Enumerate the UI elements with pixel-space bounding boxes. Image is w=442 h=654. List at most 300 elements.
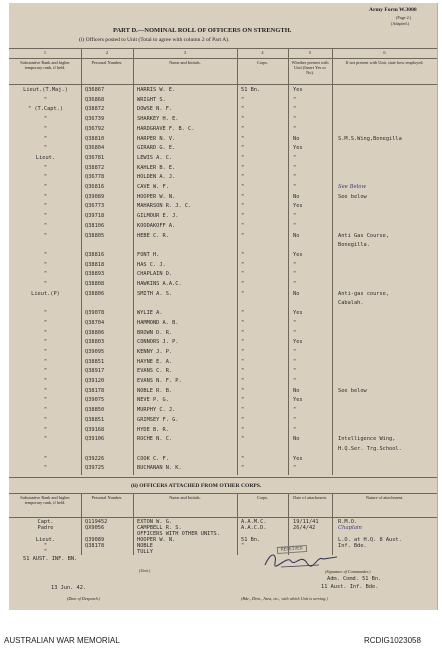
name-cell: CONNORS J. P.	[137, 339, 179, 346]
table-row	[9, 396, 437, 404]
rank-cell: "	[43, 174, 48, 181]
name-cell: HAYNE E. A.	[137, 358, 173, 365]
personal-number-cell: Q36816	[85, 184, 105, 190]
present-cell: "	[293, 426, 297, 433]
name-cell: KOODAKOFF A.	[137, 222, 176, 229]
table-row	[9, 144, 437, 152]
name-cell: GILMOUR E. J.	[137, 213, 179, 220]
name-cell: SMITH A. S.	[137, 290, 173, 297]
corps-cell: "	[241, 290, 245, 297]
corps-cell: "	[241, 281, 245, 287]
despatch-date-label: (Date of Despatch.)	[67, 596, 101, 601]
corps-cell: "	[241, 465, 245, 472]
personal-number-cell: QX9056	[85, 525, 105, 531]
personal-number-cell: Q38178	[85, 543, 105, 549]
corps-cell: A.A.M.C.	[241, 519, 267, 525]
column-header: Whether present with Unit (Insert Yes or No).	[291, 60, 329, 75]
name-cell: HYDE B. R.	[137, 426, 169, 433]
rank-cell: "	[43, 465, 48, 472]
personal-number-cell: Q38872	[85, 106, 105, 113]
table-row	[9, 173, 437, 181]
employment-note-cell: Cabalah.	[338, 300, 364, 307]
commander-title: Adm. Comd. 51 Bn.	[327, 576, 382, 582]
rank-cell: "	[43, 368, 48, 375]
present-cell: Yes	[293, 203, 303, 210]
rank-cell: "	[43, 319, 48, 326]
present-cell: Yes	[293, 251, 303, 258]
rank-cell: Lieut.	[35, 537, 56, 543]
column-header: If not present with Unit, state how employed.	[345, 60, 424, 65]
personal-number-cell: Q38872	[85, 164, 105, 171]
rank-cell: "	[43, 455, 48, 462]
table-row	[9, 193, 437, 201]
personal-number-cell: Q38704	[85, 319, 105, 326]
personal-number-cell: Q36778	[85, 174, 105, 181]
personal-number-cell: Q38803	[85, 339, 105, 346]
corps-cell: "	[241, 203, 245, 210]
rank-cell: "	[43, 251, 48, 258]
table-row	[9, 86, 437, 94]
present-cell: No	[293, 193, 300, 200]
corps-cell: "	[241, 135, 245, 142]
personal-number-cell: Q38818	[85, 261, 105, 268]
personal-number-cell: Q38851	[85, 358, 105, 365]
table-row	[9, 270, 437, 278]
rank-cell: Padre	[37, 525, 54, 531]
name-cell: COOK C. F.	[137, 455, 169, 462]
rank-cell: "	[43, 193, 48, 200]
personal-number-cell: Q38806	[85, 329, 105, 336]
table-row	[9, 280, 437, 288]
personal-number-cell: Q38893	[85, 271, 105, 278]
table-row	[9, 232, 437, 240]
corps-cell: "	[241, 407, 245, 414]
present-cell: "	[293, 174, 297, 181]
name-cell: DOWSE N. F.	[137, 106, 173, 113]
table-row	[9, 387, 437, 395]
rank-cell: "	[43, 271, 48, 278]
attachment-date-cell: 19/11/41	[293, 519, 319, 525]
corps-cell: "	[241, 145, 245, 152]
present-cell: "	[293, 281, 297, 287]
corps-cell: "	[241, 416, 245, 423]
employment-note-cell: See below	[338, 387, 367, 394]
employment-note-cell: Bonegilla.	[338, 242, 370, 249]
personal-number-cell: Q38850	[85, 407, 105, 414]
personal-number-cell: Q36867	[85, 87, 105, 93]
personal-number-cell: Q36804	[85, 145, 105, 152]
present-cell: Yes	[293, 310, 303, 317]
rank-cell: "	[43, 426, 48, 433]
corps-cell: "	[241, 164, 245, 171]
corps-cell: "	[241, 222, 245, 229]
rank-cell: "	[43, 281, 48, 287]
name-cell: HOLDEN A. J.	[137, 174, 176, 181]
name-cell: CAVE W. F.	[137, 184, 169, 190]
corps-cell: 51 Bn.	[241, 87, 261, 93]
attachment-date-cell: 26/4/42	[293, 525, 316, 531]
present-cell: "	[293, 348, 297, 355]
corps-cell: "	[241, 436, 245, 443]
corps-cell: "	[241, 193, 245, 200]
rank-cell: "	[43, 358, 48, 365]
table-row	[9, 135, 437, 143]
corps-cell: "	[241, 271, 245, 278]
personal-number-cell: Q38810	[85, 135, 105, 142]
name-cell: CAMPBELL R. S.	[137, 525, 182, 531]
rank-cell: "	[43, 232, 48, 239]
part-subtitle: (i) Officers posted to Unit (Total to agree with column 2 of Part A).	[79, 37, 230, 43]
name-cell: NOBLE R. B.	[137, 387, 173, 394]
name-cell: HEBE C. R.	[137, 232, 169, 239]
column-header: Name and Initials.	[169, 60, 201, 65]
table-row	[9, 319, 437, 327]
brigade-name: 11 Aust. Inf. Bde.	[321, 584, 379, 590]
present-cell: "	[293, 164, 297, 171]
rank-cell: "	[43, 125, 48, 132]
corps-cell: "	[241, 232, 245, 239]
table-row	[9, 164, 437, 172]
attached-column-header: Date of attachment.	[293, 495, 327, 500]
name-cell: WYLIE A.	[137, 310, 163, 317]
present-cell: "	[293, 222, 297, 229]
form-number: Army Form W.3008	[369, 7, 417, 13]
corps-cell: "	[241, 310, 245, 317]
name-cell: ROCHE N. C.	[137, 436, 173, 443]
personal-number-cell: Q119452	[85, 519, 108, 525]
corps-cell: A.A.C.D.	[241, 525, 267, 531]
name-cell: CHAPLAIN D.	[137, 271, 173, 278]
present-cell: Yes	[293, 87, 303, 93]
brigade-label: (Bde., Divn., Area, etc., with which Unit is serving.)	[241, 596, 328, 601]
present-cell: Yes	[293, 339, 303, 346]
table-row	[9, 377, 437, 385]
personal-number-cell: Q39089	[85, 537, 105, 543]
rank-cell: "	[43, 339, 48, 346]
personal-number-cell: Q39725	[85, 465, 105, 472]
corps-cell: "	[241, 543, 245, 549]
table-row	[9, 125, 437, 133]
present-cell: No	[293, 436, 300, 443]
name-cell: OFFICERS WITH OTHER UNITS.	[137, 531, 220, 537]
corps-cell: "	[241, 329, 245, 336]
rank-cell: "	[43, 213, 48, 220]
present-cell: "	[293, 154, 297, 161]
received-stamp: RECEIVED	[277, 545, 307, 554]
name-cell: FONT H.	[137, 251, 160, 258]
column-number: 2	[105, 50, 109, 55]
rank-cell: "	[43, 222, 48, 229]
table-row	[9, 299, 437, 307]
rank-cell: "	[43, 145, 48, 152]
column-number: 6	[383, 50, 386, 55]
corps-cell: 51 Bn.	[241, 537, 261, 543]
name-cell: BROWN D. R.	[137, 329, 173, 336]
personal-number-cell: Q39106	[85, 436, 105, 443]
attachment-nature-cell: Chaplain	[338, 525, 362, 531]
present-cell: "	[293, 329, 297, 336]
personal-number-cell: Q39075	[85, 397, 105, 404]
table-row	[9, 105, 437, 113]
attachment-nature-cell: L.O. at H.Q. 8 Aust.	[338, 537, 402, 543]
rank-cell: Lieut.(P)	[31, 290, 60, 297]
table-row	[9, 96, 437, 104]
table-row	[9, 154, 437, 162]
present-cell: No	[293, 290, 300, 297]
present-cell: "	[293, 261, 297, 268]
personal-number-cell: Q39078	[85, 310, 105, 317]
employment-note-cell: See below	[338, 193, 367, 200]
table-row	[9, 358, 437, 366]
rank-cell: "	[43, 164, 48, 171]
corps-cell: "	[241, 116, 245, 123]
name-cell: SHARKEY H. E.	[137, 116, 179, 123]
column-header: Substantive Rank and higher temporary rank, if held.	[20, 60, 70, 70]
present-cell: "	[293, 96, 297, 103]
table-row	[9, 183, 437, 191]
present-cell: "	[293, 271, 297, 278]
corps-cell: "	[241, 125, 245, 132]
officers-on-strength-table	[9, 48, 437, 475]
name-cell: NEVE P. G.	[137, 397, 169, 404]
table-row	[9, 348, 437, 356]
table-row	[9, 435, 437, 443]
column-number: 1	[43, 50, 47, 55]
name-cell: HOOPER W. N.	[137, 537, 176, 543]
corps-cell: "	[241, 426, 245, 433]
present-cell: "	[293, 213, 297, 220]
table-row	[9, 202, 437, 210]
table-row	[9, 115, 437, 123]
present-cell: No	[293, 135, 300, 142]
personal-number-cell: Q39718	[85, 213, 105, 220]
personal-number-cell: Q38178	[85, 387, 105, 394]
table-row	[9, 338, 437, 346]
attached-row	[9, 549, 437, 555]
personal-number-cell: Q38808	[85, 281, 105, 287]
personal-number-cell: Q36739	[85, 116, 105, 123]
archive-id: RCDIG1023058	[364, 636, 421, 645]
rank-cell: "	[43, 549, 48, 555]
archive-name: AUSTRALIAN WAR MEMORIAL	[4, 636, 120, 645]
attached-title: (ii) OFFICERS ATTACHED FROM OTHER CORPS.	[131, 483, 262, 489]
present-cell: "	[293, 106, 297, 113]
name-cell: BUCHANAN N. K.	[137, 465, 182, 472]
personal-number-cell: Q39226	[85, 455, 105, 462]
unit-label: (Unit.)	[139, 568, 151, 573]
present-cell: "	[293, 368, 297, 375]
column-number: 4	[261, 50, 264, 55]
name-cell: GIRARD G. E.	[137, 145, 176, 152]
present-cell: Yes	[293, 455, 303, 462]
table-row	[9, 290, 437, 298]
archive-footer	[0, 612, 442, 654]
column-number: 5	[308, 50, 312, 55]
name-cell: WRIGHT S.	[137, 96, 166, 103]
rank-cell: "	[43, 203, 48, 210]
personal-number-cell: Q39095	[85, 348, 105, 355]
rank-cell: "	[43, 436, 48, 443]
employment-note-cell: Anti-gas course,	[338, 290, 390, 297]
attached-column-header: Corps.	[256, 495, 269, 500]
table-row	[9, 251, 437, 259]
table-row	[9, 445, 437, 453]
corps-cell: "	[241, 358, 245, 365]
rank-cell: "	[43, 329, 48, 336]
table-row	[9, 406, 437, 414]
name-cell: HARPER N. V.	[137, 135, 176, 142]
rank-cell: "	[43, 310, 48, 317]
form-sheet	[9, 3, 438, 610]
rank-cell: "	[43, 116, 48, 123]
name-cell: HARRIS W. E.	[137, 87, 176, 93]
present-cell: "	[293, 416, 297, 423]
name-cell: HAWKINS A.A.C.	[137, 281, 182, 287]
present-cell: "	[293, 184, 297, 190]
rank-cell: " (T.Capt.)	[27, 106, 64, 113]
despatch-date: 13 Jun. 42.	[51, 585, 87, 591]
table-row	[9, 212, 437, 220]
attachment-nature-cell: R.M.O.	[338, 519, 358, 525]
present-cell: "	[293, 378, 297, 384]
personal-number-cell: Q39120	[85, 378, 105, 384]
corps-cell: "	[241, 154, 245, 161]
personal-number-cell: Q39089	[85, 193, 105, 200]
corps-cell: "	[241, 455, 245, 462]
page-number: (Page 2.)	[396, 15, 412, 20]
table-row	[9, 455, 437, 463]
rank-cell: "	[43, 387, 48, 394]
corps-cell: "	[241, 184, 245, 190]
present-cell: "	[293, 358, 297, 365]
employment-note-cell: S.M.S.Wing,Bonegilla	[338, 135, 402, 142]
attachment-nature-cell: Inf. Bde.	[338, 543, 367, 549]
table-row	[9, 261, 437, 269]
present-cell: Yes	[293, 397, 303, 404]
rank-cell: "	[43, 416, 48, 423]
rank-cell: "	[43, 135, 48, 142]
table-row	[9, 426, 437, 434]
rank-cell: "	[43, 184, 48, 190]
employment-note-cell: Intelligence Wing,	[338, 436, 396, 443]
attached-column-header: Nature of attachment.	[365, 495, 404, 500]
present-cell: Yes	[293, 145, 303, 152]
personal-number-cell: Q36792	[85, 125, 105, 132]
corps-cell: "	[241, 397, 245, 404]
personal-number-cell: Q38851	[85, 416, 105, 423]
table-row	[9, 367, 437, 375]
rank-cell: "	[43, 407, 48, 414]
corps-cell: "	[241, 368, 245, 375]
personal-number-cell: Q38805	[85, 232, 105, 239]
table-row	[9, 329, 437, 337]
corps-cell: "	[241, 96, 245, 103]
corps-cell: "	[241, 319, 245, 326]
table-row	[9, 464, 437, 472]
rank-cell: Capt.	[37, 519, 54, 525]
rank-cell: "	[43, 378, 48, 384]
name-cell: HARDGRAVE F. B. C.	[137, 125, 195, 132]
corps-cell: "	[241, 348, 245, 355]
present-cell: "	[293, 407, 297, 414]
attached-officers-table	[9, 493, 437, 555]
rank-cell: "	[43, 543, 48, 549]
attached-column-header: Substantive Rank and higher temporary rank, if held.	[20, 495, 70, 505]
name-cell: MURPHY C. J.	[137, 407, 176, 414]
employment-note-cell: Anti Gas Course,	[338, 232, 390, 239]
corps-cell: "	[241, 387, 245, 394]
name-cell: HAS C. J.	[137, 261, 166, 268]
name-cell: LEWIS A. C.	[137, 154, 173, 161]
present-cell: No	[293, 232, 300, 239]
present-cell: "	[293, 319, 297, 326]
adapted-label: (Adapted.)	[391, 21, 410, 26]
name-cell: KENNY J. P.	[137, 348, 173, 355]
present-cell: "	[293, 465, 297, 472]
name-cell: HOOPER W. N.	[137, 193, 176, 200]
table-row	[9, 222, 437, 230]
signature-label: (Signature of Commander.)	[325, 569, 371, 574]
unit-name: 51 AUST. INF. BN.	[23, 556, 78, 562]
personal-number-cell: Q38816	[85, 251, 105, 258]
commander-signature	[261, 549, 341, 571]
name-cell: TULLY	[137, 549, 153, 555]
name-cell: GRIMSEY F. G.	[137, 416, 179, 423]
rank-cell: "	[43, 348, 48, 355]
personal-number-cell: Q36868	[85, 96, 105, 103]
name-cell: EVANS N. F. P.	[137, 378, 182, 384]
personal-number-cell: Q36781	[85, 154, 105, 161]
employment-note-cell: H.Q.Ser. Trg.School.	[338, 445, 402, 452]
personal-number-cell: Q38917	[85, 368, 105, 375]
corps-cell: "	[241, 261, 245, 268]
personal-number-cell: Q36773	[85, 203, 105, 210]
attached-column-header: Name and Initials.	[169, 495, 201, 500]
corps-cell: "	[241, 339, 245, 346]
part-title: PART D.—NOMINAL ROLL OF OFFICERS ON STRENGTH.	[113, 27, 292, 34]
corps-cell: "	[241, 174, 245, 181]
rank-cell: Lieut.(T.Maj.)	[23, 87, 68, 93]
personal-number-cell: Q38106	[85, 222, 105, 229]
personal-number-cell: Q39168	[85, 426, 105, 433]
present-cell: "	[293, 125, 297, 132]
rank-cell: "	[43, 397, 48, 404]
table-row	[9, 241, 437, 249]
corps-cell: "	[241, 106, 245, 113]
name-cell: NOBLE	[137, 543, 153, 549]
name-cell: HAMMOND A. B.	[137, 319, 179, 326]
present-cell: "	[293, 116, 297, 123]
name-cell: KAHLER B. E.	[137, 164, 176, 171]
corps-cell: "	[241, 213, 245, 220]
table-row	[9, 416, 437, 424]
name-cell: EVANS C. R.	[137, 368, 173, 375]
name-cell: MAHARSON R. J. C.	[137, 203, 192, 210]
name-cell: EXTON W. G.	[137, 519, 173, 525]
employment-note-cell: See Below	[338, 184, 367, 190]
column-header: Personal Number.	[91, 60, 123, 65]
personal-number-cell: Q38806	[85, 290, 105, 297]
rank-cell: Lieut.	[35, 154, 56, 161]
column-header: Corps.	[256, 60, 269, 65]
table-row	[9, 309, 437, 317]
present-cell: No	[293, 387, 300, 394]
rank-cell: "	[43, 261, 48, 268]
column-number: 3	[183, 50, 187, 55]
rank-cell: "	[43, 96, 48, 103]
attached-column-header: Personal Number.	[91, 495, 123, 500]
corps-cell: "	[241, 251, 245, 258]
